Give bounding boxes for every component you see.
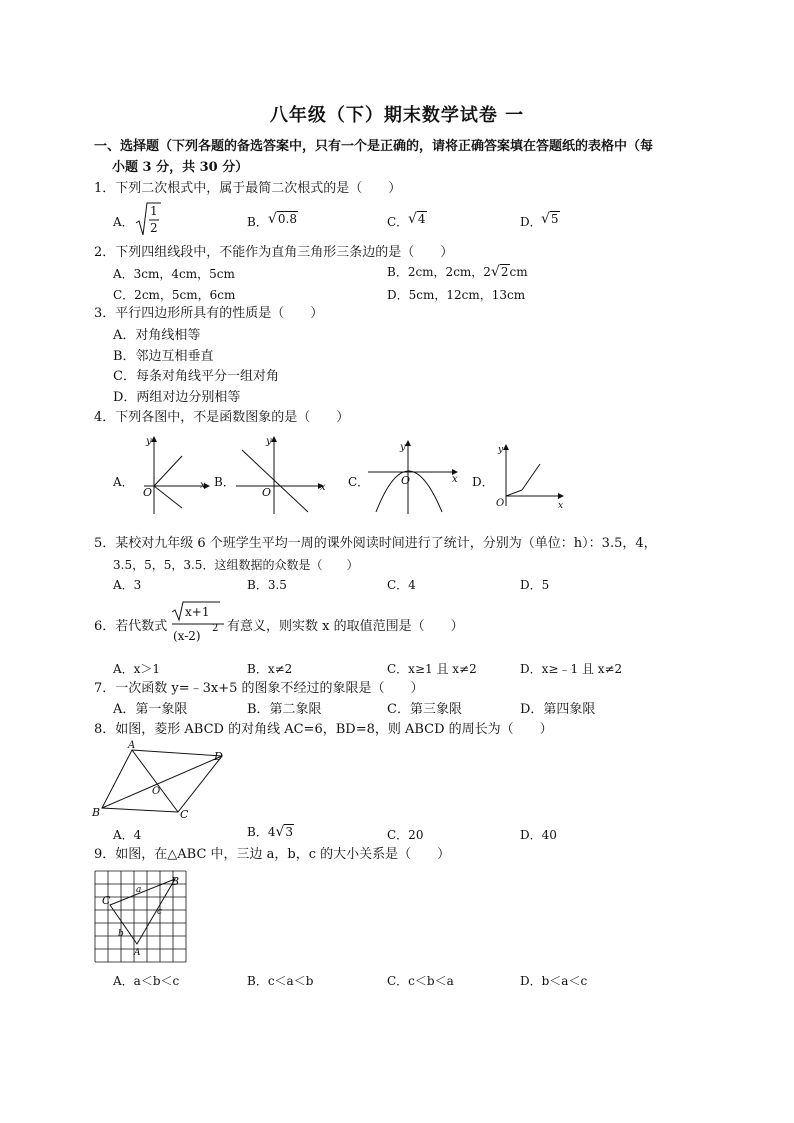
q4-graph-d: [496, 444, 568, 510]
q4-b-y-label: y: [266, 436, 272, 447]
q6-stem-pre: 6．若代数式: [94, 619, 168, 634]
q8-option-b: B．4√3: [247, 824, 294, 840]
q8-option-c: C．20: [387, 828, 424, 842]
q7-option-d: D．第四象限: [520, 702, 596, 717]
q9-point-a: A: [134, 948, 141, 958]
q4-c-x-label: x: [452, 474, 458, 485]
page-title: 八年级（下）期末数学试卷 一: [269, 105, 525, 126]
q4-d-y-label: y: [498, 445, 504, 455]
q4-d-x-label: x: [558, 501, 564, 511]
q4-a-y-label: y: [146, 436, 152, 447]
q9-option-a: A．a＜b＜c: [113, 974, 180, 988]
q4-b-x-label: x: [320, 482, 326, 493]
q4-a-origin: O: [143, 486, 153, 499]
q7-option-b: B．第二象限: [247, 702, 322, 717]
q9-side-a: a: [136, 885, 142, 895]
q4-option-b-label: B．: [214, 475, 235, 489]
q2-option-a: A．3cm，4cm，5cm: [113, 267, 235, 281]
q4-d-origin: O: [496, 498, 505, 509]
q1-option-a-num: 1: [150, 204, 158, 218]
q5-option-c: C．4: [387, 578, 416, 592]
q8-rhombus-figure: [90, 742, 230, 820]
q1-option-b-label: B．: [247, 215, 268, 229]
q4-option-d-label: D．: [472, 475, 494, 489]
q9-point-b: B: [171, 875, 180, 888]
q8-option-a: A．4: [113, 828, 142, 842]
q4-stem: 4．下列各图中，不是函数图象的是（ ）: [94, 410, 350, 425]
q4-graph-a: [140, 436, 212, 516]
q1-option-d-label: D．: [520, 215, 542, 229]
q1-option-a-label: A．: [113, 215, 134, 229]
q5-option-a: A．3: [113, 578, 142, 592]
q6-option-c: C．x≥1 且 x≠2: [387, 662, 477, 676]
q4-c-y-label: y: [400, 442, 406, 453]
q6-exponent: 2: [212, 623, 219, 634]
q4-b-origin: O: [262, 486, 272, 499]
q7-stem: 7．一次函数 y=﹣3x+5 的图象不经过的象限是（ ）: [94, 681, 424, 696]
q2-stem: 2．下列四组线段中，不能作为直角三角形三条边的是（ ）: [94, 245, 454, 260]
q1-option-c-label: C．: [387, 215, 409, 229]
q5-option-d: D．5: [520, 578, 550, 592]
q3-option-c: C．每条对角线平分一组对角: [113, 369, 279, 384]
q4-graph-c: [368, 440, 460, 516]
q1-option-d: √5: [541, 211, 559, 227]
q6-stem-post: 有意义，则实数 x 的取值范围是（ ）: [227, 619, 464, 634]
q9-stem: 9．如图，在△ABC 中，三边 a，b，c 的大小关系是（ ）: [94, 847, 451, 862]
q8-point-o: O: [152, 786, 161, 797]
q8-point-a: A: [128, 740, 136, 751]
q1-option-c: √4: [408, 211, 426, 227]
q4-option-a-label: A．: [113, 475, 134, 489]
q1-stem: 1．下列二次根式中，属于最简二次根式的是（ ）: [94, 181, 402, 196]
q3-option-a: A．对角线相等: [113, 328, 201, 343]
q3-option-d: D．两组对边分别相等: [113, 390, 241, 405]
q4-a-x-label: x: [200, 480, 206, 491]
q9-point-c: C: [102, 894, 111, 907]
section-heading-line2: 小题 3 分，共 30 分）: [112, 160, 249, 175]
q2-option-c: C．2cm，5cm，6cm: [113, 288, 236, 302]
q2-option-d: D．5cm，12cm，13cm: [387, 288, 526, 302]
q6-option-d: D．x≥﹣1 且 x≠2: [520, 662, 623, 676]
q4-option-c-label: C．: [348, 475, 370, 489]
q6-option-a: A．x＞1: [113, 662, 161, 676]
q6-numerator: x+1: [185, 605, 210, 619]
q8-point-d: D: [214, 750, 223, 763]
q9-option-d: D．b＜a＜c: [520, 974, 588, 988]
q6-option-b: B．x≠2: [247, 662, 293, 676]
q9-grid-figure: [94, 870, 188, 962]
q8-point-c: C: [180, 808, 189, 821]
q9-side-c: c: [157, 907, 163, 917]
q8-stem: 8．如图，菱形 ABCD 的对角线 AC=6，BD=8，则 ABCD 的周长为（ ）: [94, 722, 553, 737]
q5-stem-line1: 5．某校对九年级 6 个班学生平均一周的课外阅读时间进行了统计，分别为（单位：h）：3.5，4，: [94, 536, 657, 551]
q7-option-c: C．第三象限: [387, 702, 462, 717]
q1-option-a-den: 2: [150, 221, 158, 235]
q9-side-b: b: [118, 929, 124, 939]
q5-stem-line2: 3.5，5，5，3.5．这组数据的众数是（ ）: [113, 558, 359, 572]
q6-denominator: (x-2): [173, 629, 201, 643]
q4-c-origin: O: [401, 474, 411, 487]
section-heading-line1: 一、选择题（下列各题的备选答案中，只有一个是正确的，请将正确答案填在答题纸的表格中（每: [94, 139, 654, 154]
q8-option-d: D．40: [520, 828, 557, 842]
q1-option-b: √0.8: [268, 211, 298, 227]
q2-option-b: B．2cm，2cm，2√2cm: [387, 264, 528, 280]
q9-option-c: C．c＜b＜a: [387, 974, 454, 988]
q3-stem: 3．平行四边形所具有的性质是（ ）: [94, 306, 324, 321]
q9-option-b: B．c＜a＜b: [247, 974, 314, 988]
q3-option-b: B．邻边互相垂直: [113, 349, 214, 364]
q8-point-b: B: [92, 806, 101, 819]
q7-option-a: A．第一象限: [113, 702, 188, 717]
q5-option-b: B．3.5: [247, 578, 287, 592]
